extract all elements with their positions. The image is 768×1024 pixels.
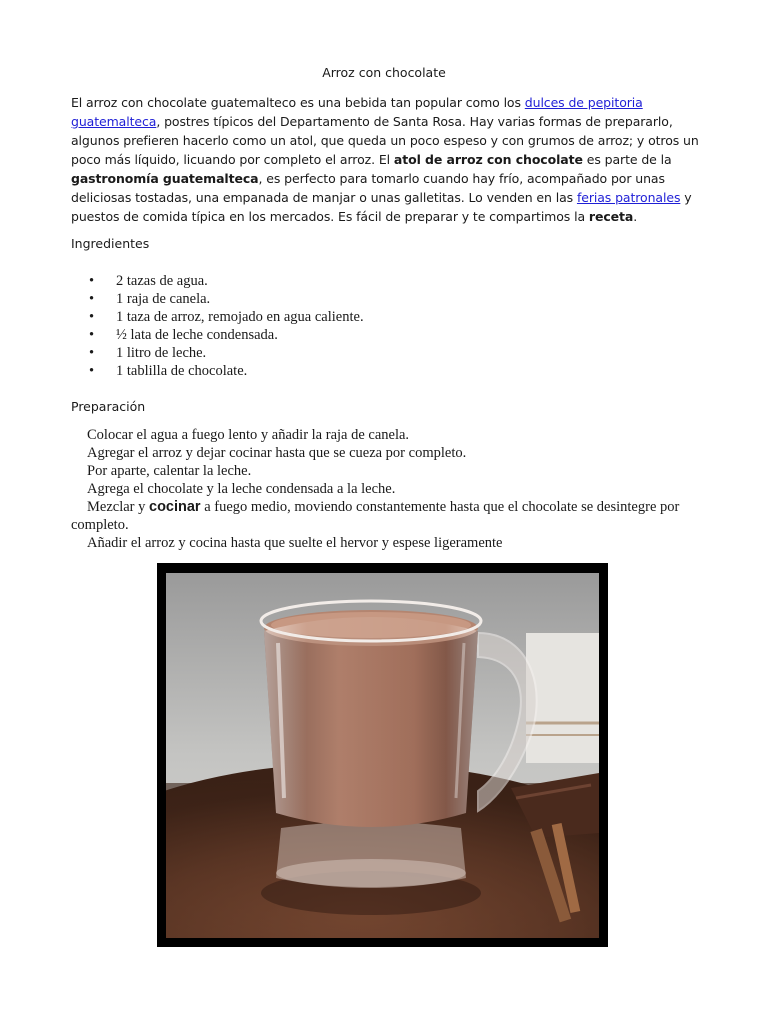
list-item: • ½ lata de leche condensada.: [89, 326, 364, 344]
mug-illustration: [166, 573, 599, 938]
list-item: • 2 tazas de agua.: [89, 272, 364, 290]
intro-text-4: , es perfecto para tomarlo cuando hay frío, acompañado por unas deliciosas tostadas, una empanada de manjar o unas galletitas. Lo venden en las: [71, 171, 665, 205]
step-2: Agregar el arroz y dejar cocinar hasta que se cueza por completo.: [87, 445, 467, 461]
bold-receta: receta: [588, 209, 634, 224]
bold-gastronomia: gastronomía guatemalteca: [71, 171, 259, 186]
link-dulces-pepitoria[interactable]: dulces de pepitoria guatemalteca: [71, 95, 643, 129]
step-5-text-b: a fuego medio, moviendo constantemente hasta que el chocolate se desintegre por completo.: [71, 499, 680, 533]
document-title: Arroz con chocolate: [322, 65, 446, 80]
link-ferias-patronales[interactable]: ferias patronales: [576, 190, 681, 205]
list-item: • 1 raja de canela.: [89, 290, 364, 308]
intro-text-3: es parte de la: [582, 152, 672, 167]
step-4: Agrega el chocolate y la leche condensada a la leche.: [87, 481, 396, 497]
intro-text-2: , postres típicos del Departamento de Santa Rosa. Hay varias formas de prepararlo, algunos prefieren hacerlo como un atol, que queda un poco espeso y con grumos de arroz; y otros un poco más líquido, licuando por completo el arroz. El: [71, 114, 699, 167]
step-5: [71, 498, 687, 534]
list-item: • 1 litro de leche.: [89, 344, 364, 362]
ingredients-heading: Ingredientes: [71, 236, 150, 251]
intro-text-1: El arroz con chocolate guatemalteco es una bebida tan popular como los: [71, 95, 525, 110]
intro-text-5: y puestos de comida típica en los mercados. Es fácil de preparar y te compartimos la: [71, 190, 692, 224]
intro-text-6: .: [633, 209, 638, 224]
ingredients-list: [89, 272, 364, 380]
list-item: • 1 tablilla de chocolate.: [89, 362, 364, 380]
preparation-heading: Preparación: [71, 399, 146, 414]
intro-paragraph: [71, 93, 701, 226]
step-5-text-a: Mezclar y: [87, 499, 149, 515]
bold-cocinar: cocinar: [149, 499, 201, 515]
drink-photo: [157, 563, 608, 947]
step-1: Colocar el agua a fuego lento y añadir la raja de canela.: [87, 427, 410, 443]
step-6: Añadir el arroz y cocina hasta que suelte el hervor y espese ligeramente: [87, 535, 503, 551]
bold-atol: atol de arroz con chocolate: [393, 152, 583, 167]
list-item: • 1 taza de arroz, remojado en agua caliente.: [89, 308, 364, 326]
step-3: Por aparte, calentar la leche.: [87, 463, 252, 479]
preparation-steps: [71, 426, 687, 552]
